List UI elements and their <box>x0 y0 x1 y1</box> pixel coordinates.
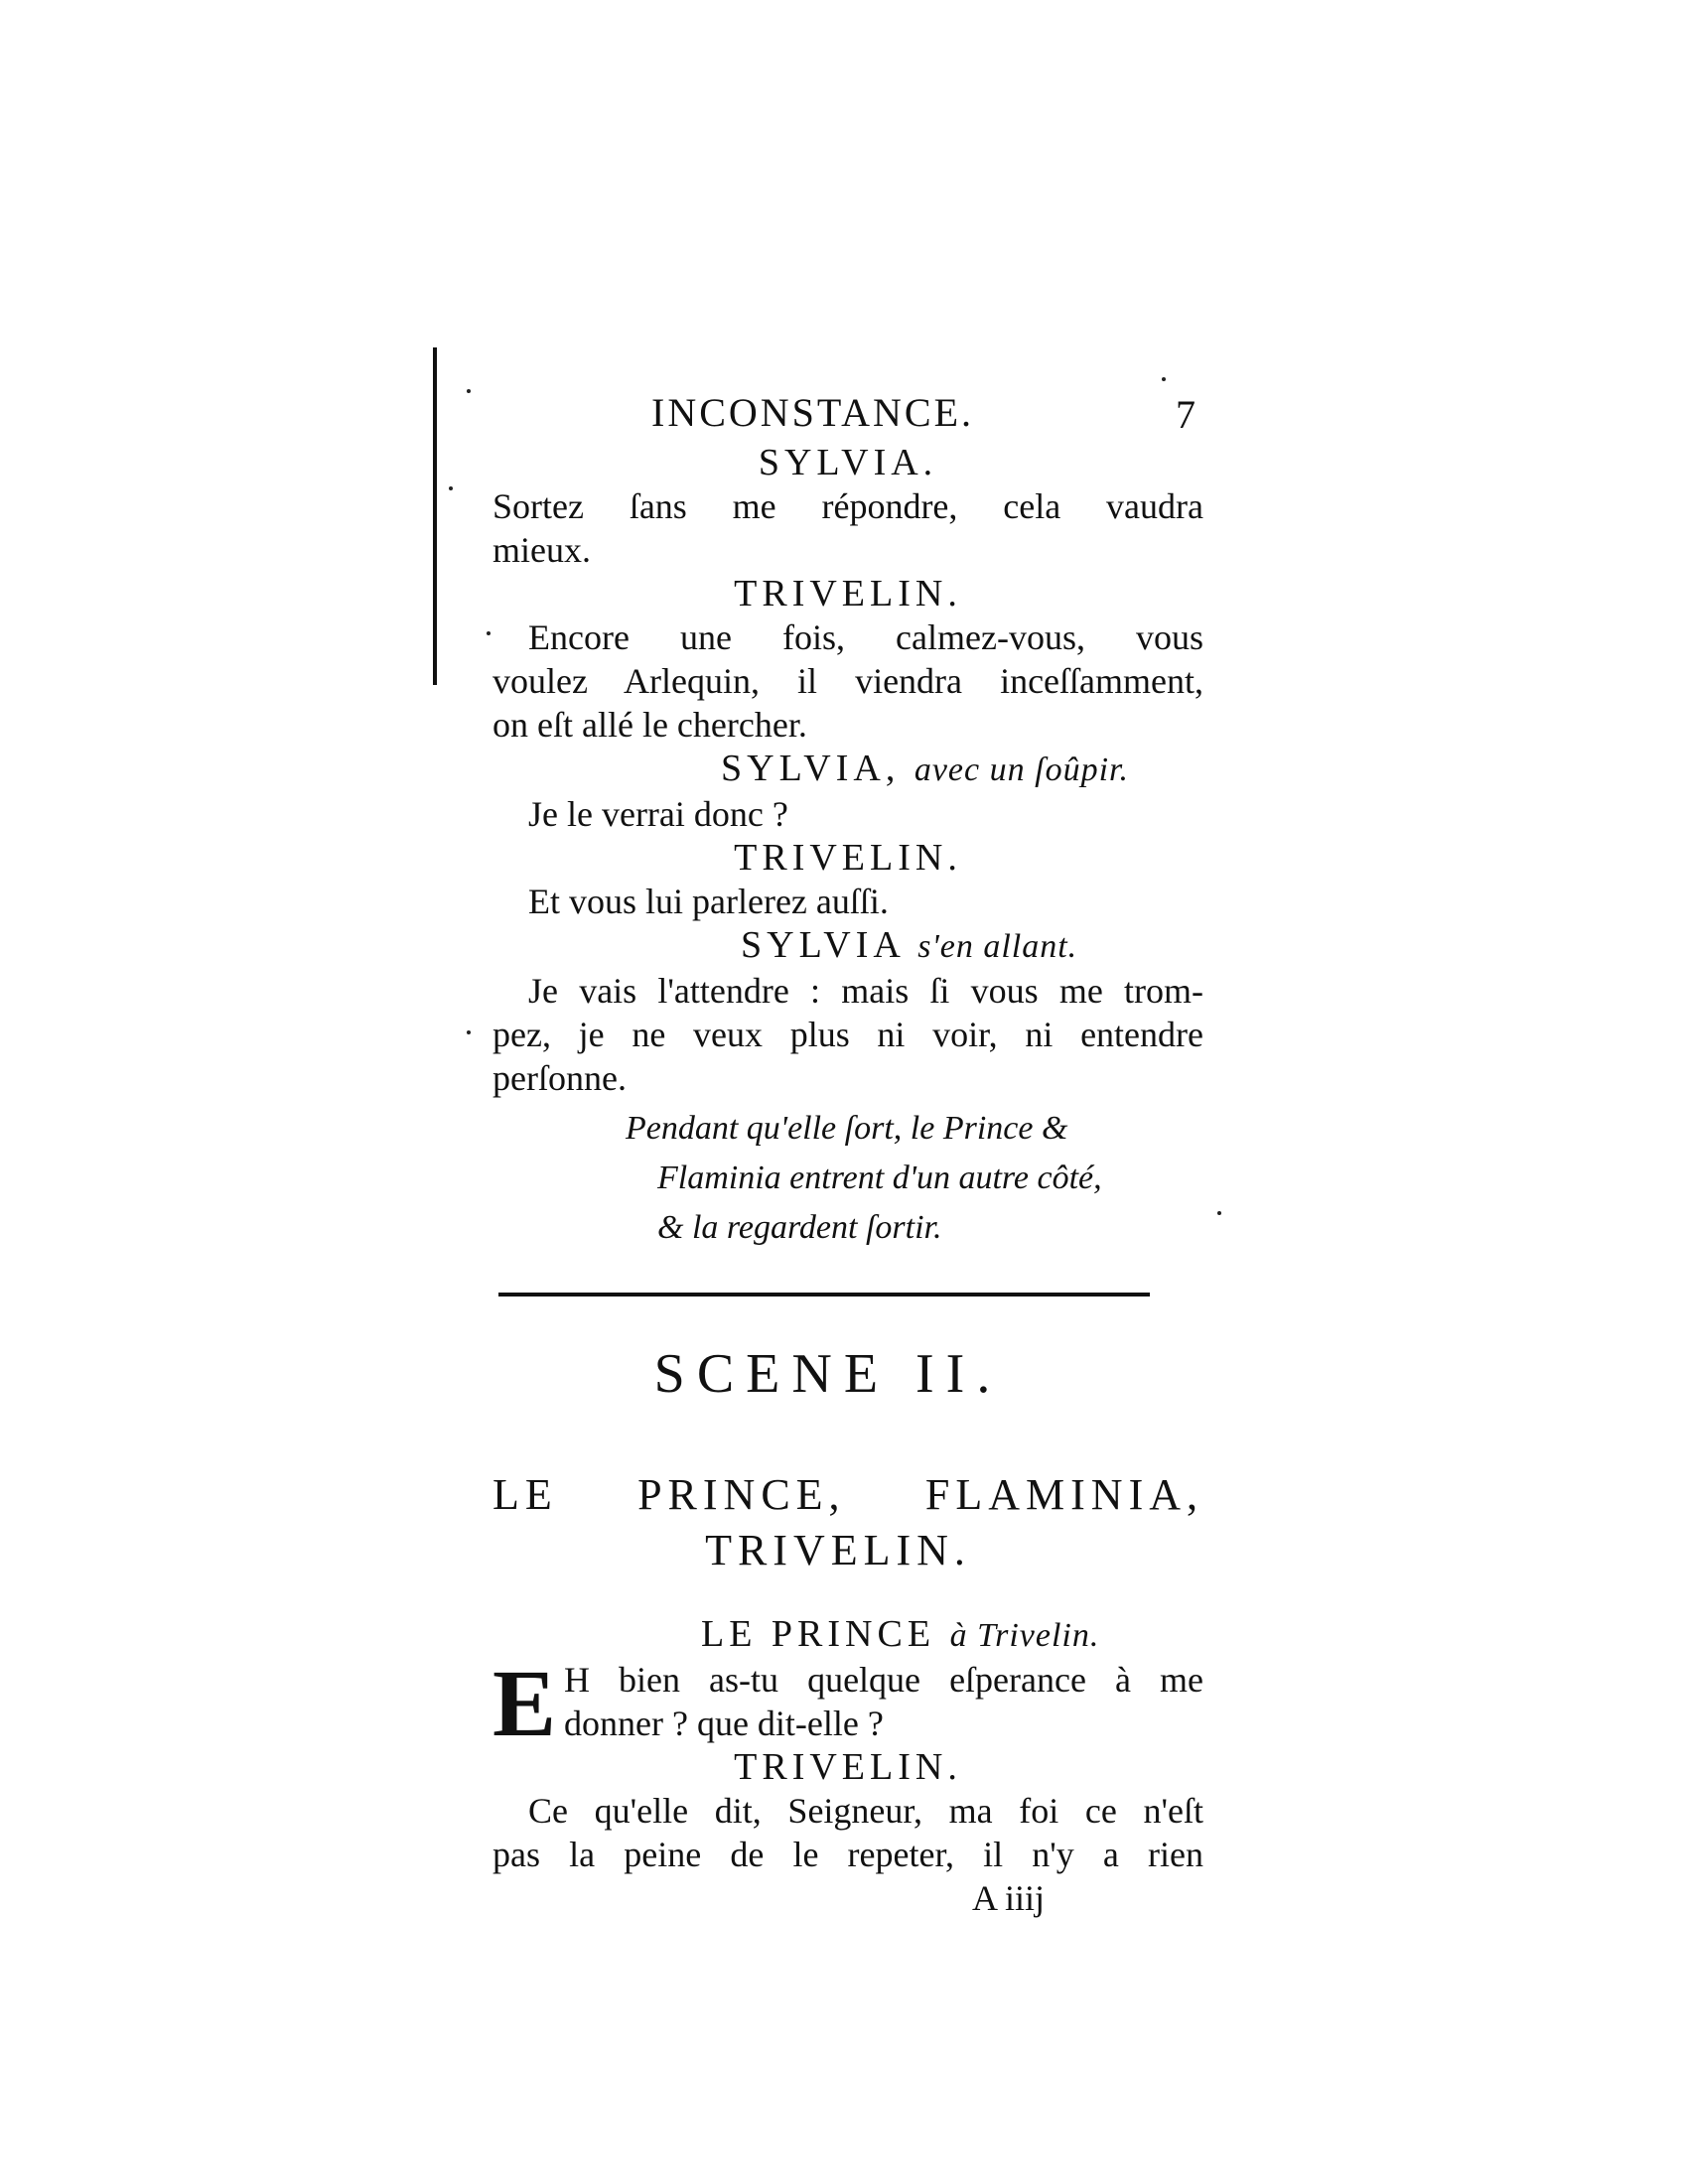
speaker-name: SYLVIA, <box>721 748 901 789</box>
dialogue-line: Sortez ſans me répondre, cela vaudra <box>492 486 1203 526</box>
speaker-name: SYLVIA <box>741 924 904 966</box>
stage-direction: s'en allant. <box>917 928 1078 965</box>
stage-direction: à Trivelin. <box>949 1617 1100 1654</box>
speaker-heading <box>492 747 1203 792</box>
ink-speck <box>1217 1211 1221 1215</box>
dialogue-line: on eſt allé le chercher. <box>492 705 807 745</box>
dialogue-line: pez, je ne veux plus ni voir, ni entendre <box>492 1015 1203 1054</box>
stage-direction: & la regardent ſortir. <box>657 1209 942 1246</box>
cast-list: TRIVELIN. <box>705 1526 971 1574</box>
section-divider <box>498 1293 1150 1297</box>
stage-direction: Flaminia entrent d'un autre côté, <box>657 1160 1102 1196</box>
text-column <box>492 385 1203 1920</box>
speaker-heading <box>492 923 1203 969</box>
opening-paragraph <box>492 1650 1203 1756</box>
dialogue-line: pas la peine de le repeter, il n'y a rien <box>492 1835 1203 1874</box>
speaker-name: TRIVELIN. <box>734 1746 962 1788</box>
ink-speck <box>467 1030 471 1034</box>
speaker-name: LE PRINCE <box>701 1613 936 1655</box>
ink-speck <box>449 486 453 490</box>
ink-speck <box>487 631 491 635</box>
scene-title: SCENE II. <box>653 1343 1003 1405</box>
running-title: INCONSTANCE. <box>651 390 975 435</box>
speaker-name: TRIVELIN. <box>734 837 962 879</box>
speaker-name: TRIVELIN. <box>734 573 962 614</box>
speaker-name: SYLVIA. <box>758 442 938 483</box>
ink-speck <box>467 389 471 393</box>
dialogue-line: Je vais l'attendre : mais ſi vous me trom- <box>528 971 1203 1011</box>
dialogue-line: Ce qu'elle dit, Seigneur, ma foi ce n'eſt <box>528 1791 1203 1831</box>
cast-list: LE PRINCE, FLAMINIA, <box>492 1470 1203 1519</box>
drop-cap: E <box>492 1650 557 1756</box>
signature-mark: A iiij <box>971 1878 1045 1918</box>
dialogue-line: Et vous lui parlerez auſſi. <box>528 882 889 921</box>
dialogue-line: mieux. <box>492 530 591 570</box>
page-number: 7 <box>1176 392 1196 437</box>
stage-direction: Pendant qu'elle ſort, le Prince & <box>626 1110 1068 1147</box>
speaker-heading <box>492 1612 1203 1658</box>
dialogue-line: voulez Arlequin, il viendra inceſſamment, <box>492 661 1203 701</box>
margin-rule <box>433 347 437 685</box>
ink-speck <box>1162 377 1166 381</box>
dialogue-line: perſonne. <box>492 1058 627 1098</box>
dialogue-line: Encore une fois, calmez-vous, vous <box>528 617 1203 657</box>
running-head <box>492 385 1203 441</box>
dialogue-line: H bien as-tu quelque eſperance à me <box>564 1660 1203 1700</box>
stage-direction: avec un ſoûpir. <box>914 751 1129 788</box>
dialogue-line: donner ? que dit-elle ? <box>564 1704 884 1743</box>
dialogue-line: Je le verrai donc ? <box>528 794 788 834</box>
